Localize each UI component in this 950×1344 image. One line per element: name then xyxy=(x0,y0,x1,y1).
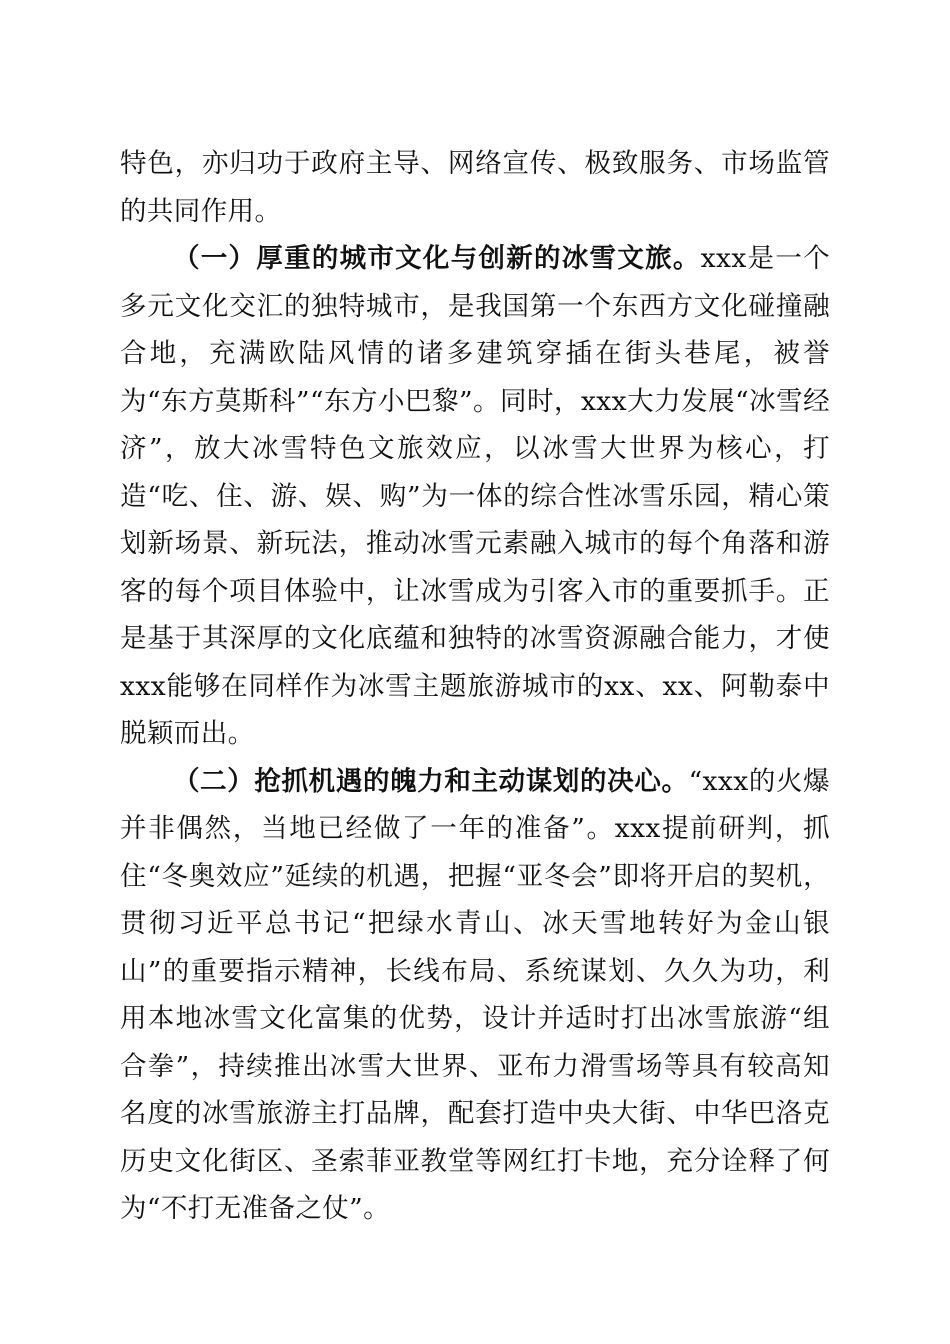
paragraph-section-one xyxy=(120,235,830,758)
section-two-text: “xxx的火爆并非偶然，当地已经做了一年的准备”。xxx提前研判，抓住“冬奥效应”延续的机遇，把握“亚冬会”即将开启的契机，贯彻习近平总书记“把绿水青山、冰天雪地转好为金山银山”的重要指示精神，长线布局、系统谋划、久久为功，利用本地冰雪文化富集的优势，设计并适时打出冰雪旅游“组合拳”，持续推出冰雪大世界、亚布力滑雪场等具有较高知名度的冰雪旅游主打品牌，配套打造中央大街、中华巴洛克历史文化街区、圣索菲亚教堂等网红打卡地，充分诠释了何为“不打无准备之仗”。 xyxy=(120,765,830,1224)
paragraph-section-two xyxy=(120,758,830,1233)
paragraph-text: 特色，亦归功于政府主导、网络宣传、极致服务、市场监管的共同作用。 xyxy=(120,148,830,227)
document-body xyxy=(120,140,830,1233)
section-one-heading: （一）厚重的城市文化与创新的冰雪文旅。 xyxy=(173,243,701,274)
section-two-heading: （二）抢抓机遇的魄力和主动谋划的决心。 xyxy=(173,765,689,797)
paragraph-continuation xyxy=(120,140,830,235)
section-one-text: xxx是一个多元文化交汇的独特城市，是我国第一个东西方文化碰撞融合地，充满欧陆风情的诸多建筑穿插在街头巷尾，被誉为“东方莫斯科”“东方小巴黎”。同时，xxx大力发展“冰雪经济”，放大冰雪特色文旅效应，以冰雪大世界为核心，打造“吃、住、游、娱、购”为一体的综合性冰雪乐园，精心策划新场景、新玩法，推动冰雪元素融入城市的每个角落和游客的每个项目体验中，让冰雪成为引客入市的重要抓手。正是基于其深厚的文化底蕴和独特的冰雪资源融合能力，才使xxx能够在同样作为冰雪主题旅游城市的xx、xx、阿勒泰中脱颖而出。 xyxy=(120,243,830,749)
